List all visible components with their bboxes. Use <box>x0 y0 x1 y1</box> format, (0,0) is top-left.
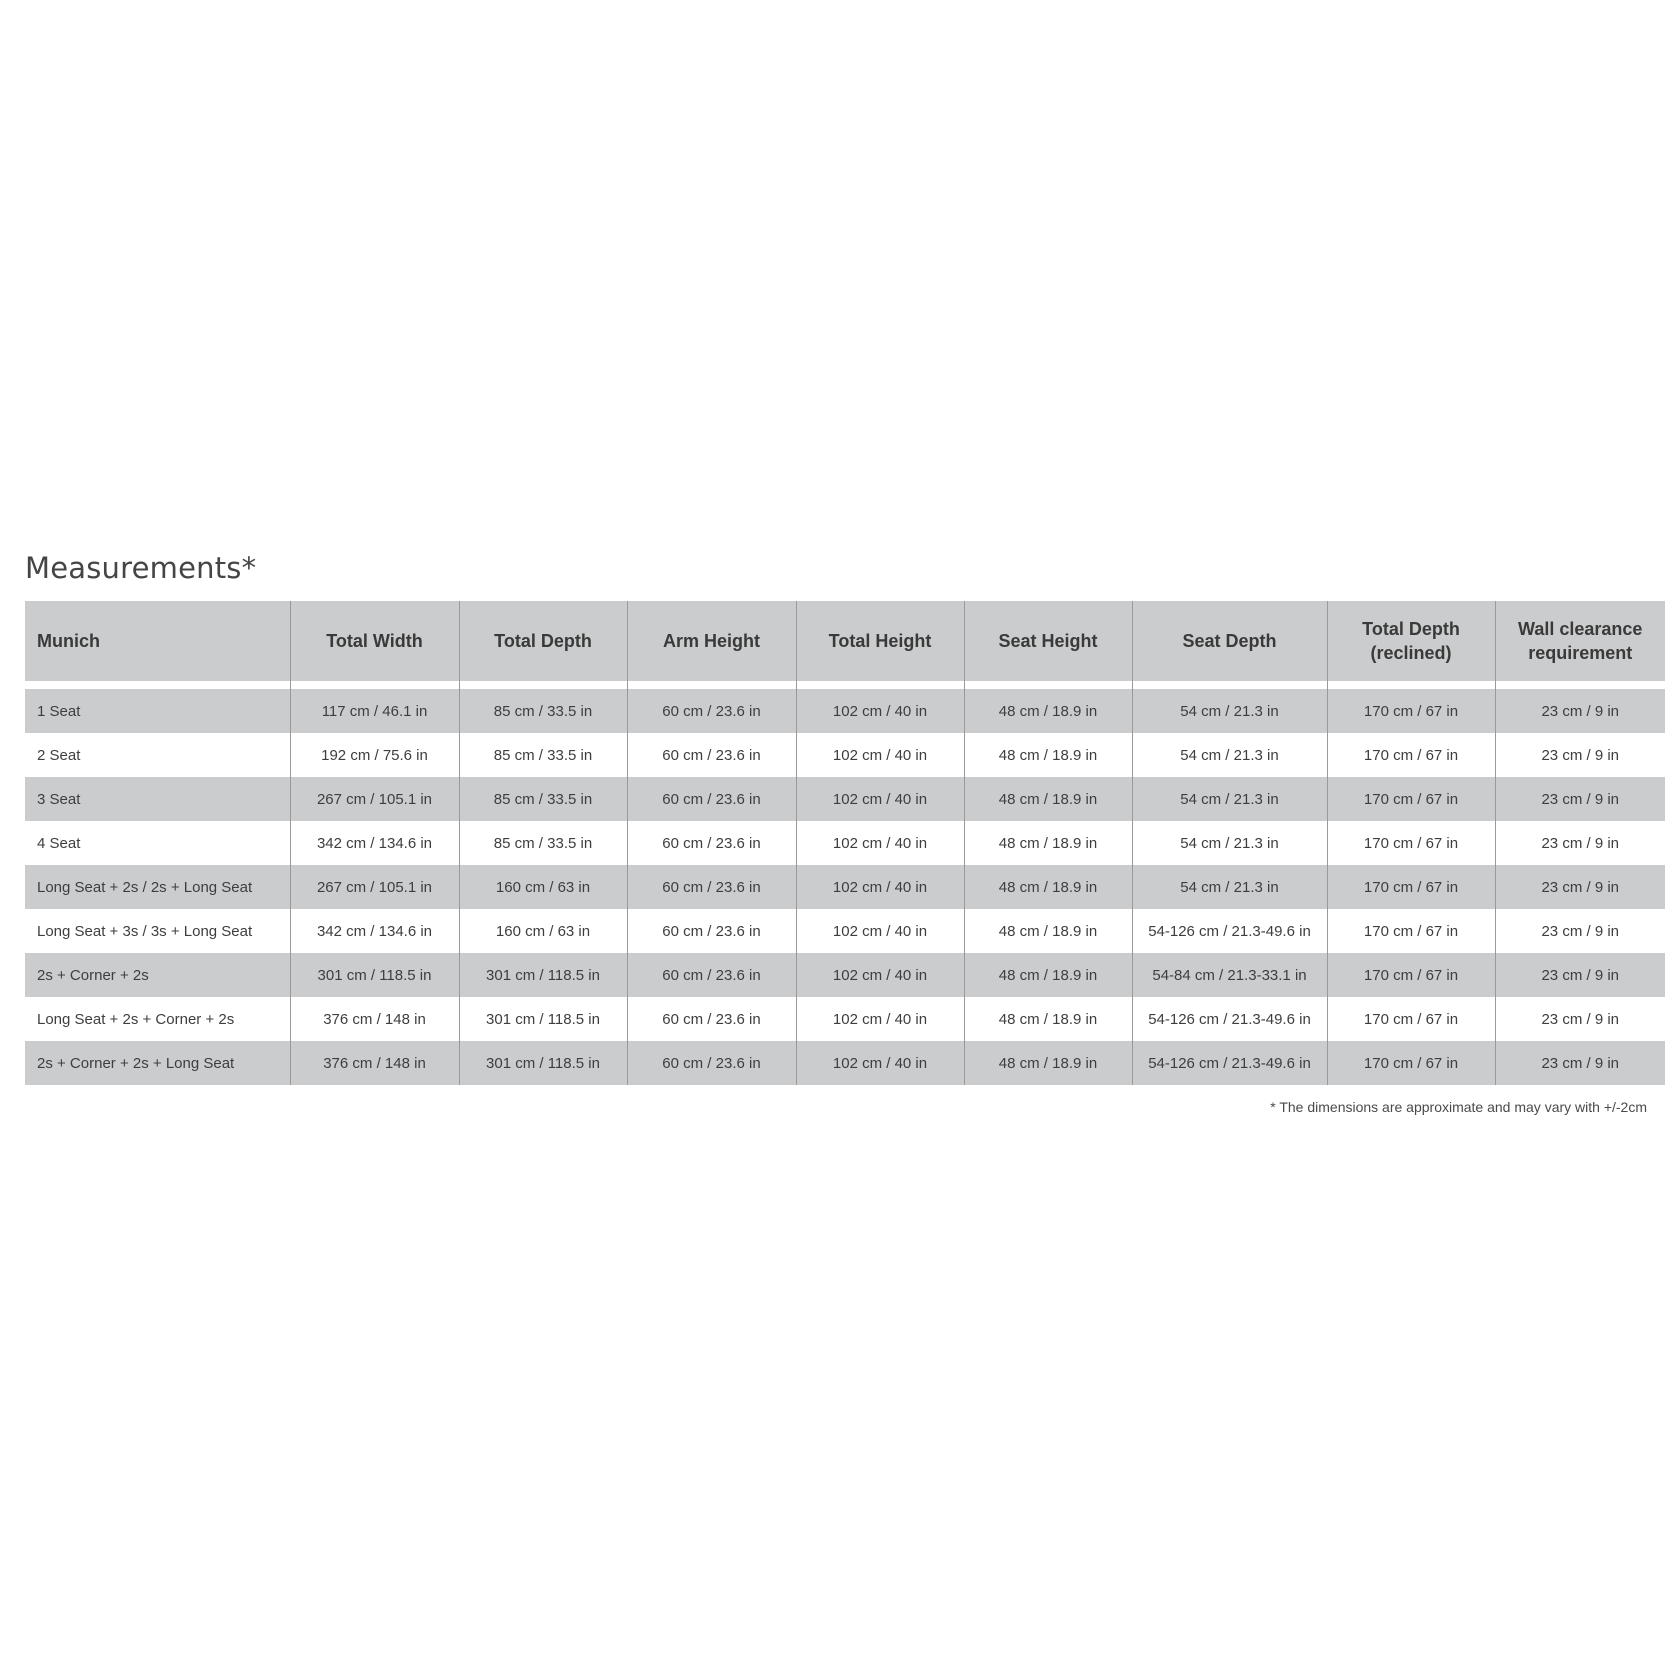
cell-wall-clearance: 23 cm / 9 in <box>1495 909 1665 953</box>
cell-total-width: 192 cm / 75.6 in <box>290 733 459 777</box>
cell-total-width: 342 cm / 134.6 in <box>290 821 459 865</box>
table-row <box>25 733 1665 777</box>
cell-model: Long Seat + 2s + Corner + 2s <box>25 997 290 1041</box>
cell-model: 2s + Corner + 2s + Long Seat <box>25 1041 290 1085</box>
cell-total-depth: 160 cm / 63 in <box>459 909 627 953</box>
cell-arm-height: 60 cm / 23.6 in <box>627 997 796 1041</box>
table-row <box>25 909 1665 953</box>
cell-seat-depth: 54-126 cm / 21.3-49.6 in <box>1132 1041 1327 1085</box>
cell-arm-height: 60 cm / 23.6 in <box>627 689 796 733</box>
cell-seat-height: 48 cm / 18.9 in <box>964 909 1132 953</box>
cell-total-depth: 85 cm / 33.5 in <box>459 821 627 865</box>
cell-seat-depth: 54 cm / 21.3 in <box>1132 689 1327 733</box>
cell-seat-height: 48 cm / 18.9 in <box>964 821 1132 865</box>
cell-wall-clearance: 23 cm / 9 in <box>1495 821 1665 865</box>
cell-seat-height: 48 cm / 18.9 in <box>964 997 1132 1041</box>
cell-total-depth-reclined: 170 cm / 67 in <box>1327 953 1495 997</box>
cell-total-height: 102 cm / 40 in <box>796 865 964 909</box>
cell-arm-height: 60 cm / 23.6 in <box>627 953 796 997</box>
cell-total-height: 102 cm / 40 in <box>796 997 964 1041</box>
cell-model: Long Seat + 3s / 3s + Long Seat <box>25 909 290 953</box>
cell-seat-height: 48 cm / 18.9 in <box>964 953 1132 997</box>
cell-total-depth: 85 cm / 33.5 in <box>459 733 627 777</box>
measurements-table <box>25 601 1665 1085</box>
cell-wall-clearance: 23 cm / 9 in <box>1495 1041 1665 1085</box>
cell-total-depth: 160 cm / 63 in <box>459 865 627 909</box>
cell-total-height: 102 cm / 40 in <box>796 1041 964 1085</box>
cell-total-depth: 85 cm / 33.5 in <box>459 777 627 821</box>
cell-total-depth: 85 cm / 33.5 in <box>459 689 627 733</box>
header-total-height: Total Height <box>796 601 964 681</box>
cell-seat-depth: 54-126 cm / 21.3-49.6 in <box>1132 997 1327 1041</box>
cell-total-width: 301 cm / 118.5 in <box>290 953 459 997</box>
table-row <box>25 777 1665 821</box>
header-wall-clearance: Wall clearance requirement <box>1495 601 1665 681</box>
table-header <box>25 601 1665 681</box>
cell-total-height: 102 cm / 40 in <box>796 733 964 777</box>
cell-model: 2 Seat <box>25 733 290 777</box>
cell-total-depth: 301 cm / 118.5 in <box>459 997 627 1041</box>
cell-seat-depth: 54-84 cm / 21.3-33.1 in <box>1132 953 1327 997</box>
header-seat-depth: Seat Depth <box>1132 601 1327 681</box>
cell-seat-height: 48 cm / 18.9 in <box>964 689 1132 733</box>
cell-seat-depth: 54 cm / 21.3 in <box>1132 777 1327 821</box>
cell-total-depth-reclined: 170 cm / 67 in <box>1327 733 1495 777</box>
cell-wall-clearance: 23 cm / 9 in <box>1495 997 1665 1041</box>
cell-arm-height: 60 cm / 23.6 in <box>627 821 796 865</box>
cell-total-width: 376 cm / 148 in <box>290 1041 459 1085</box>
cell-total-depth-reclined: 170 cm / 67 in <box>1327 1041 1495 1085</box>
cell-arm-height: 60 cm / 23.6 in <box>627 777 796 821</box>
cell-seat-depth: 54 cm / 21.3 in <box>1132 821 1327 865</box>
cell-model: 2s + Corner + 2s <box>25 953 290 997</box>
cell-seat-height: 48 cm / 18.9 in <box>964 733 1132 777</box>
table-row <box>25 821 1665 865</box>
cell-total-depth-reclined: 170 cm / 67 in <box>1327 821 1495 865</box>
table-row <box>25 953 1665 997</box>
table-row <box>25 997 1665 1041</box>
page-title: Measurements* <box>25 551 257 585</box>
cell-seat-depth: 54 cm / 21.3 in <box>1132 733 1327 777</box>
measurements-section <box>25 548 1665 1115</box>
footnote: * The dimensions are approximate and may vary with +/-2cm <box>1270 1099 1647 1115</box>
cell-total-width: 342 cm / 134.6 in <box>290 909 459 953</box>
cell-seat-depth: 54 cm / 21.3 in <box>1132 865 1327 909</box>
cell-seat-depth: 54-126 cm / 21.3-49.6 in <box>1132 909 1327 953</box>
cell-arm-height: 60 cm / 23.6 in <box>627 865 796 909</box>
header-row <box>25 601 1665 681</box>
cell-total-height: 102 cm / 40 in <box>796 821 964 865</box>
cell-total-height: 102 cm / 40 in <box>796 689 964 733</box>
header-seat-height: Seat Height <box>964 601 1132 681</box>
header-total-width: Total Width <box>290 601 459 681</box>
cell-wall-clearance: 23 cm / 9 in <box>1495 953 1665 997</box>
cell-total-width: 267 cm / 105.1 in <box>290 777 459 821</box>
cell-total-depth-reclined: 170 cm / 67 in <box>1327 865 1495 909</box>
cell-model: 4 Seat <box>25 821 290 865</box>
cell-total-depth-reclined: 170 cm / 67 in <box>1327 689 1495 733</box>
cell-wall-clearance: 23 cm / 9 in <box>1495 865 1665 909</box>
table-row <box>25 865 1665 909</box>
cell-total-height: 102 cm / 40 in <box>796 909 964 953</box>
header-arm-height: Arm Height <box>627 601 796 681</box>
cell-model: 1 Seat <box>25 689 290 733</box>
table-row <box>25 689 1665 733</box>
header-model: Munich <box>25 601 290 681</box>
cell-total-height: 102 cm / 40 in <box>796 953 964 997</box>
cell-model: Long Seat + 2s / 2s + Long Seat <box>25 865 290 909</box>
cell-total-depth-reclined: 170 cm / 67 in <box>1327 777 1495 821</box>
cell-seat-height: 48 cm / 18.9 in <box>964 865 1132 909</box>
cell-total-width: 117 cm / 46.1 in <box>290 689 459 733</box>
cell-total-depth: 301 cm / 118.5 in <box>459 1041 627 1085</box>
cell-total-depth: 301 cm / 118.5 in <box>459 953 627 997</box>
cell-total-height: 102 cm / 40 in <box>796 777 964 821</box>
cell-arm-height: 60 cm / 23.6 in <box>627 909 796 953</box>
cell-wall-clearance: 23 cm / 9 in <box>1495 733 1665 777</box>
table-row <box>25 1041 1665 1085</box>
cell-wall-clearance: 23 cm / 9 in <box>1495 777 1665 821</box>
cell-model: 3 Seat <box>25 777 290 821</box>
cell-arm-height: 60 cm / 23.6 in <box>627 1041 796 1085</box>
table-body <box>25 681 1665 1085</box>
cell-seat-height: 48 cm / 18.9 in <box>964 777 1132 821</box>
header-spacer <box>25 681 1665 689</box>
cell-total-depth-reclined: 170 cm / 67 in <box>1327 997 1495 1041</box>
cell-wall-clearance: 23 cm / 9 in <box>1495 689 1665 733</box>
cell-seat-height: 48 cm / 18.9 in <box>964 1041 1132 1085</box>
cell-total-width: 376 cm / 148 in <box>290 997 459 1041</box>
cell-total-width: 267 cm / 105.1 in <box>290 865 459 909</box>
cell-total-depth-reclined: 170 cm / 67 in <box>1327 909 1495 953</box>
header-total-depth: Total Depth <box>459 601 627 681</box>
header-total-depth-reclined: Total Depth (reclined) <box>1327 601 1495 681</box>
cell-arm-height: 60 cm / 23.6 in <box>627 733 796 777</box>
